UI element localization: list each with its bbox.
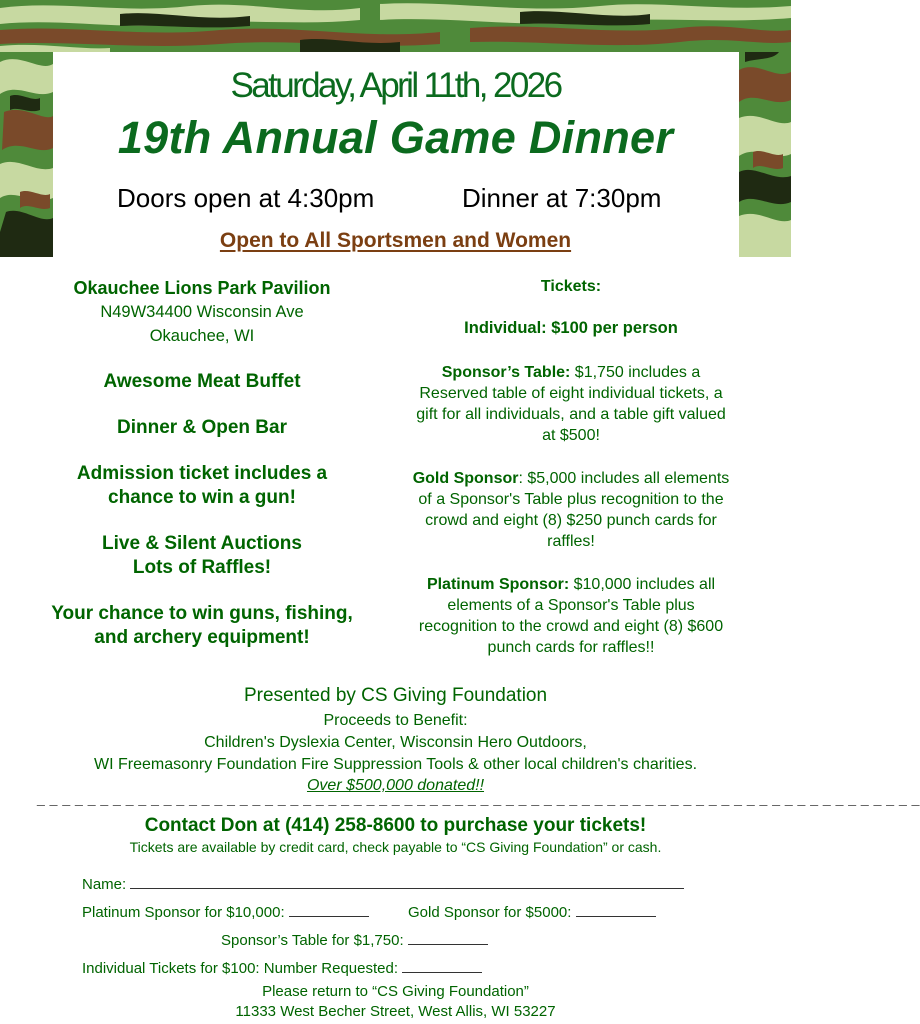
name-field[interactable] <box>130 874 684 889</box>
sponsor-table-line2: Reserved table of eight individual tickets, a <box>419 385 723 402</box>
platinum-field[interactable] <box>289 902 369 917</box>
return-address: 11333 West Becher Street, West Allis, WI 53227 <box>235 1003 556 1020</box>
gold-sponsor-label: Gold Sponsor <box>412 470 519 487</box>
meat-buffet: Awesome Meat Buffet <box>103 371 301 392</box>
individual-price: Individual: $100 per person <box>464 319 678 337</box>
sponsor-table-line1: Sponsor’s Table: $1,750 includes a <box>441 364 701 381</box>
sponsor-table-line3: gift for all individuals, and a table gift valued <box>416 406 726 423</box>
doors-open-time: Doors open at 4:30pm <box>117 183 375 213</box>
venue-address-line2: Okauchee, WI <box>149 327 255 345</box>
platinum-sponsor-line3: recognition to the crowd and eight (8) $600 <box>418 618 724 635</box>
tickets-column <box>388 276 754 658</box>
platinum-sponsor-label: Platinum Sponsor: <box>426 576 570 593</box>
event-date: Saturday, April 11th, 2026 <box>230 66 561 105</box>
event-title: 19th Annual Game Dinner <box>117 112 674 163</box>
payment-info: Tickets are available by credit card, check payable to “CS Giving Foundation” or cash. <box>129 839 662 855</box>
venue-address-line1: N49W34400 Wisconsin Ave <box>100 303 304 321</box>
sponsor-table-label: Sponsor’s Table: <box>441 364 571 381</box>
return-to: Please return to “CS Giving Foundation” <box>262 983 529 1000</box>
individual-field[interactable] <box>402 958 482 973</box>
auctions-line: Live & Silent Auctions <box>102 533 302 554</box>
sponsor-table-form-label: Sponsor’s Table for $1,750: <box>221 932 404 949</box>
gold-row <box>408 902 656 921</box>
admission-line1: Admission ticket includes a <box>76 463 328 484</box>
cut-line: _ _ _ _ _ _ _ _ _ _ _ _ _ _ _ _ _ _ _ _ _ _ _ _ _ _ _ _ _ _ _ _ _ _ _ _ _ _ _ _ _ _ _ _ _ _ _ _ _ _ _ _ _ _ _ _ _ _ _ _ _ _ _ _ _ _ _ _ _ _ <box>37 790 920 806</box>
platinum-sponsor-line2: elements of a Sponsor's Table plus <box>447 597 695 614</box>
gold-sponsor-line1: Gold Sponsor: $5,000 includes all elements <box>412 470 730 487</box>
gold-sponsor-line2: of a Sponsor's Table plus recognition to the <box>418 491 724 508</box>
name-label: Name: <box>82 876 127 893</box>
platinum-sponsor-line1: Platinum Sponsor: $10,000 includes all <box>426 576 716 593</box>
name-row <box>82 874 684 893</box>
sponsor-table-line4: at $500! <box>542 427 600 444</box>
charities-line1: Children's Dyslexia Center, Wisconsin Hero Outdoors, <box>204 734 587 751</box>
camo-border-top <box>0 0 791 52</box>
platinum-row <box>82 902 369 921</box>
charities-line2: WI Freemasonry Foundation Fire Suppression Tools & other local children's charities. <box>93 756 698 773</box>
sponsor-table-field[interactable] <box>408 930 488 945</box>
contact-line: Contact Don at (414) 258-8600 to purchase your tickets! <box>144 815 647 836</box>
event-details-column <box>22 276 382 650</box>
gold-sponsor-line4: raffles! <box>547 533 595 550</box>
individual-row <box>82 958 482 977</box>
admission-line2: chance to win a gun! <box>108 487 296 508</box>
gold-field[interactable] <box>576 902 656 917</box>
venue-name: Okauchee Lions Park Pavilion <box>73 278 331 298</box>
individual-form-label: Individual Tickets for $100: Number Requested: <box>82 960 399 977</box>
presented-by: Presented by CS Giving Foundation <box>243 685 548 706</box>
open-to-all: Open to All Sportsmen and Women <box>219 229 572 252</box>
gold-label: Gold Sponsor for $5000: <box>408 904 572 921</box>
platinum-sponsor-line4: punch cards for raffles!! <box>487 639 655 656</box>
tickets-heading: Tickets: <box>540 278 602 295</box>
dinner-time: Dinner at 7:30pm <box>462 183 662 213</box>
sponsor-table-row <box>221 930 488 949</box>
prizes-line2: and archery equipment! <box>94 627 310 648</box>
prizes-line1: Your chance to win guns, fishing, <box>51 603 353 624</box>
dinner-open-bar: Dinner & Open Bar <box>117 417 287 438</box>
platinum-label: Platinum Sponsor for $10,000: <box>82 904 285 921</box>
donated-total: Over $500,000 donated!! <box>306 777 485 794</box>
gold-sponsor-line3: crowd and eight (8) $250 punch cards for <box>425 512 717 529</box>
proceeds-heading: Proceeds to Benefit: <box>323 712 468 729</box>
raffles-line: Lots of Raffles! <box>132 557 272 578</box>
